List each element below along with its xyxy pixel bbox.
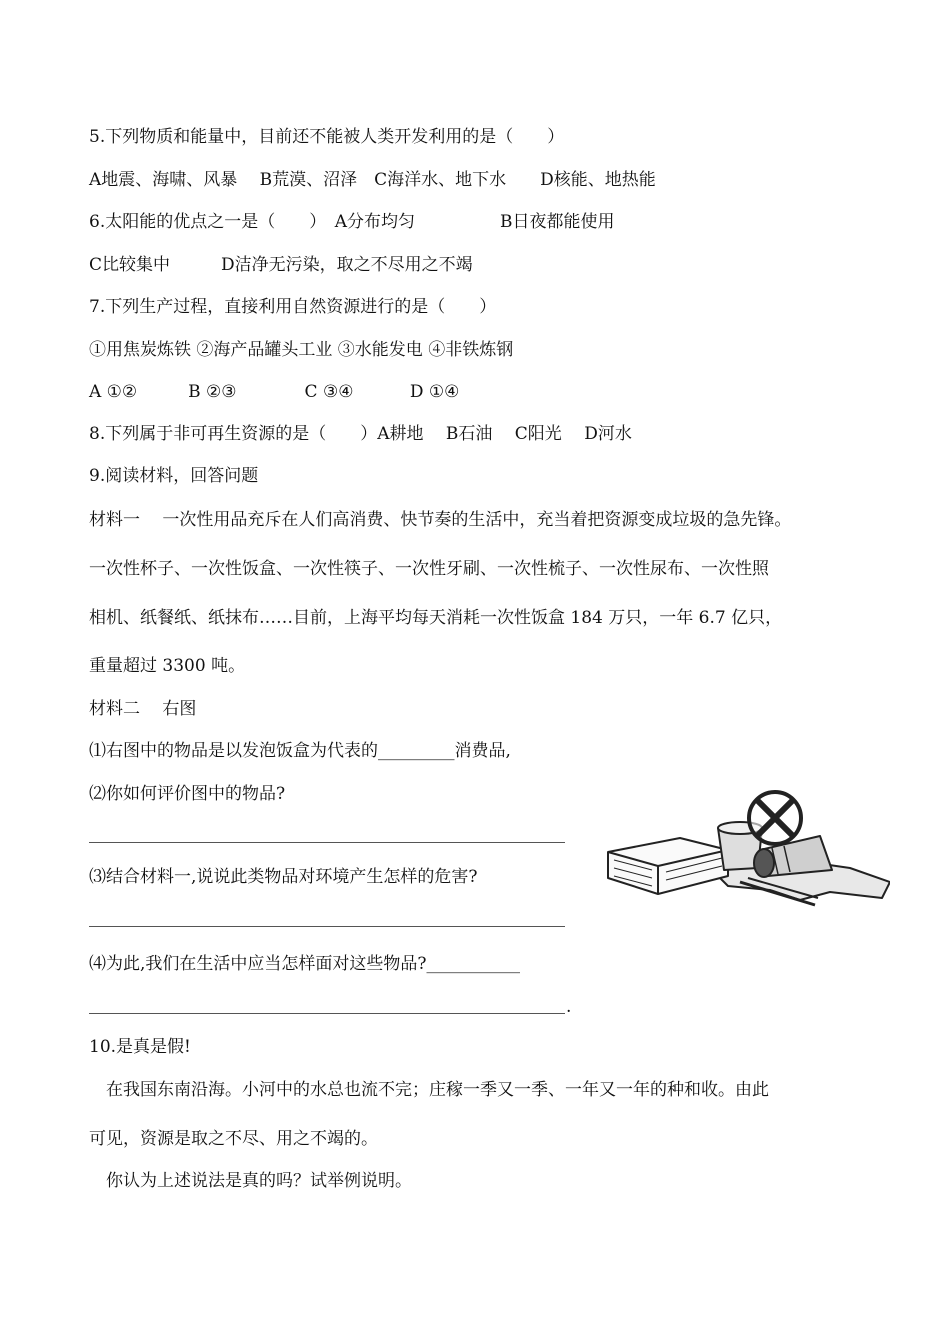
q10-title: 10.是真是假! bbox=[89, 1037, 191, 1057]
q10-paragraph-1-line-2: 可见，资源是取之不尽、用之不竭的。 bbox=[89, 1129, 378, 1149]
q5-options: A地震、海啸、风暴 B荒漠、沼泽 C海洋水、地下水 D核能、地热能 bbox=[89, 170, 656, 190]
material-1-line-2: 一次性杯子、一次性饭盒、一次性筷子、一次性牙刷、一次性梳子、一次性尿布、一次性照 bbox=[89, 559, 769, 579]
q6-options: C比较集中 D洁净无污染，取之不尽用之不竭 bbox=[89, 255, 473, 275]
answer-end-period: . bbox=[566, 997, 572, 1017]
q9-sub-2: ⑵你如何评价图中的物品? bbox=[89, 784, 286, 804]
q7-options: A ①② B ②③ C ③④ D ①④ bbox=[89, 382, 460, 402]
q9-title: 9.阅读材料，回答问题 bbox=[89, 466, 259, 486]
q10-paragraph-1-line-1: 在我国东南沿海。小河中的水总也流不完；庄稼一季又一季、一年又一年的种和收。由此 bbox=[89, 1080, 769, 1100]
material-2-label: 材料二 右图 bbox=[89, 699, 197, 719]
disposable-tableware-prohibited-icon bbox=[600, 790, 890, 915]
material-1-line-3: 相机、纸餐纸、纸抹布……目前，上海平均每天消耗一次性饭盒 184 万只，一年 6.7 亿只， bbox=[89, 608, 783, 628]
q9-sub-3: ⑶结合材料一,说说此类物品对环境产生怎样的危害? bbox=[89, 867, 478, 887]
answer-line-3[interactable] bbox=[89, 926, 565, 927]
q9-sub-4: ⑷为此,我们在生活中应当怎样面对这些物品?___________ bbox=[89, 954, 521, 974]
material-1-line-1: 材料一 一次性用品充斥在人们高消费、快节奏的生活中，充当着把资源变成垃圾的急先锋。 bbox=[89, 510, 792, 530]
answer-line-4[interactable] bbox=[89, 1013, 565, 1014]
q7-stem: 7.下列生产过程，直接利用自然资源进行的是（ ） bbox=[89, 297, 497, 317]
q9-sub-1: ⑴右图中的物品是以发泡饭盒为代表的_________消费品, bbox=[89, 741, 511, 761]
q7-items: ①用焦炭炼铁 ②海产品罐头工业 ③水能发电 ④非铁炼钢 bbox=[89, 340, 514, 360]
answer-line-2[interactable] bbox=[89, 842, 565, 843]
q5-stem: 5.下列物质和能量中，目前还不能被人类开发利用的是（ ） bbox=[89, 127, 565, 147]
q8-stem: 8.下列属于非可再生资源的是（ ）A耕地 B石油 C阳光 D河水 bbox=[89, 424, 632, 444]
q6-stem: 6.太阳能的优点之一是（ ） A分布均匀 B日夜都能使用 bbox=[89, 212, 615, 232]
material-1-line-4: 重量超过 3300 吨。 bbox=[89, 656, 246, 676]
q10-paragraph-2: 你认为上述说法是真的吗？试举例说明。 bbox=[89, 1171, 412, 1191]
